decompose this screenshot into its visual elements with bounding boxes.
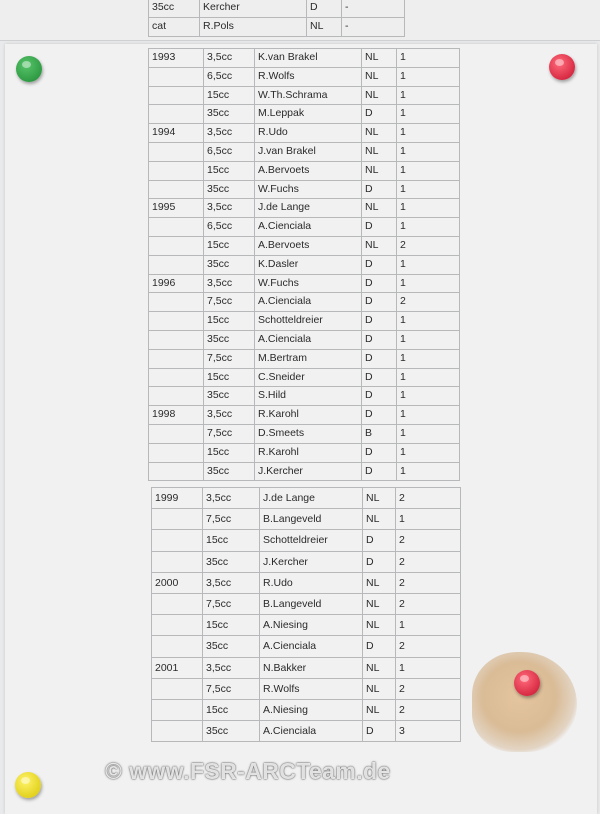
cell-year [152,700,203,721]
cell-name: J.Kercher [255,462,362,481]
table-row [152,551,461,572]
top-results-table [148,0,405,37]
cell-cls: 15cc [203,530,260,551]
table-row [152,721,461,742]
cell-year: 1996 [149,274,204,293]
cell-cls: 35cc [203,636,260,657]
table-row [152,509,461,530]
table-row [149,330,460,349]
cell-pos: 2 [396,700,461,721]
cell-nat: NL [363,615,396,636]
cell-pos: 2 [396,488,461,509]
cell-nat: D [362,293,397,312]
cell-name: J.de Lange [260,488,363,509]
cell-pos: 1 [397,387,460,406]
paper-stain [472,652,577,752]
table-row [152,488,461,509]
table-row [149,161,460,180]
table-row [149,274,460,293]
results-table-1999-2001 [151,487,461,742]
cell-cls: 3,5cc [204,406,255,425]
table-row [149,312,460,331]
cell-cls: 35cc [203,551,260,572]
cell-nat: D [362,368,397,387]
cell-pos: 1 [397,462,460,481]
table-row [149,49,460,68]
cell-cls: 6,5cc [204,67,255,86]
cell-year [149,462,204,481]
cell-cls: 7,5cc [203,509,260,530]
cell-year: 1998 [149,406,204,425]
table-row [149,293,460,312]
cell-name: J.van Brakel [255,142,362,161]
cell-pos: 1 [397,142,460,161]
table-row [149,443,460,462]
cell-pos: - [342,0,405,17]
cell-name: A.Cienciala [255,330,362,349]
cell-cls: 35cc [203,721,260,742]
green-pushpin-icon [16,56,42,82]
cell-cls: 15cc [203,615,260,636]
cell-year: 1993 [149,49,204,68]
cell-year [149,368,204,387]
cell-cls: 3,5cc [204,49,255,68]
cell-pos: 1 [397,199,460,218]
cell-year [149,330,204,349]
cell-year [149,387,204,406]
cell-pos: 1 [396,509,461,530]
cell-name: K.Dasler [255,255,362,274]
cell-nat: D [362,462,397,481]
cell-name: A.Niesing [260,615,363,636]
cell-cls: 3,5cc [203,572,260,593]
table-row [152,594,461,615]
cell-name: A.Niesing [260,700,363,721]
cell-name: R.Udo [255,124,362,143]
table-row [149,124,460,143]
cell-name: Schotteldreier [260,530,363,551]
cell-cls: 35cc [204,255,255,274]
cell-cls: 7,5cc [204,349,255,368]
cell-name: R.Udo [260,572,363,593]
cell-cls: 35cc [204,105,255,124]
cell-nat: D [362,312,397,331]
table-row [149,255,460,274]
cell-year [149,86,204,105]
cell-year [152,551,203,572]
cell-nat: D [363,530,396,551]
cell-nat: D [362,443,397,462]
cell-pos: - [342,17,405,36]
cell-name: A.Cienciala [260,636,363,657]
cell-pos: 1 [397,124,460,143]
cell-nat: D [362,387,397,406]
cell-pos: 1 [397,161,460,180]
cell-pos: 1 [397,67,460,86]
table-row [149,86,460,105]
cell-pos: 2 [397,293,460,312]
cell-year [149,255,204,274]
cell-nat: NL [362,86,397,105]
table-row [149,218,460,237]
cell-cls: 15cc [204,236,255,255]
cell-name: M.Bertram [255,349,362,368]
cell-cls: 15cc [204,443,255,462]
table-row [149,424,460,443]
cell-nat: D [362,218,397,237]
cell-cls: 3,5cc [204,274,255,293]
cell-nat: D [362,330,397,349]
table-row [152,530,461,551]
cell-pos: 1 [397,330,460,349]
cell-year [149,161,204,180]
cell-nat: NL [363,488,396,509]
cell-name: B.Langeveld [260,509,363,530]
table-row [149,180,460,199]
cell-year [152,594,203,615]
cell-name: R.Karohl [255,443,362,462]
table-row [152,572,461,593]
top-paper-sheet [0,0,600,41]
cell-cls: 7,5cc [203,678,260,699]
cell-cls: 7,5cc [203,594,260,615]
results-table-1993-1998 [148,48,460,481]
cell-nat: NL [363,594,396,615]
cell-pos: 1 [397,180,460,199]
cell-pos: 2 [396,572,461,593]
red-pushpin-icon [549,54,575,80]
yellow-pushpin-icon [15,772,41,798]
cell-name: A.Cienciala [260,721,363,742]
cell-name: R.Pols [200,17,307,36]
cell-nat: NL [362,49,397,68]
cell-nat: NL [363,700,396,721]
cell-cls: 35cc [149,0,200,17]
cell-year [152,721,203,742]
cell-name: J.de Lange [255,199,362,218]
cell-year [152,636,203,657]
cell-nat: NL [363,509,396,530]
cell-name: B.Langeveld [260,594,363,615]
cell-pos: 1 [397,424,460,443]
table-row [149,199,460,218]
cell-cls: 6,5cc [204,218,255,237]
cell-cls: 7,5cc [204,424,255,443]
cell-pos: 1 [397,255,460,274]
cell-cls: 6,5cc [204,142,255,161]
cell-year [149,218,204,237]
cell-name: A.Cienciala [255,218,362,237]
cell-pos: 1 [397,349,460,368]
cell-name: R.Wolfs [260,678,363,699]
cell-pos: 3 [396,721,461,742]
cell-nat: NL [363,678,396,699]
cell-name: Schotteldreier [255,312,362,331]
cell-cls: 15cc [204,86,255,105]
cell-year [149,312,204,331]
cell-name: W.Th.Schrama [255,86,362,105]
cell-year [149,349,204,368]
cell-nat: NL [362,67,397,86]
cell-name: A.Bervoets [255,236,362,255]
cell-nat: NL [362,142,397,161]
cell-year: 1995 [149,199,204,218]
cell-nat: D [362,274,397,293]
cell-year [149,424,204,443]
cell-pos: 1 [397,274,460,293]
cell-name: S.Hild [255,387,362,406]
cell-nat: D [362,180,397,199]
cell-nat: D [362,255,397,274]
cell-year [149,142,204,161]
cell-cls: cat [149,17,200,36]
table-row [149,67,460,86]
cell-nat: NL [307,17,342,36]
cell-nat: NL [362,236,397,255]
table-row [149,387,460,406]
cell-name: W.Fuchs [255,274,362,293]
cell-name: Kercher [200,0,307,17]
cell-cls: 35cc [204,180,255,199]
cell-nat: NL [362,161,397,180]
cell-year [149,105,204,124]
cell-pos: 2 [397,236,460,255]
table-row [152,615,461,636]
table-row [149,462,460,481]
table-row [149,105,460,124]
cell-nat: NL [363,657,396,678]
cell-name: R.Karohl [255,406,362,425]
cell-cls: 3,5cc [203,488,260,509]
cell-name: A.Bervoets [255,161,362,180]
cell-year [149,236,204,255]
cell-year [149,293,204,312]
cell-cls: 15cc [204,161,255,180]
table-row [149,17,405,36]
cell-year: 2000 [152,572,203,593]
table-row [149,142,460,161]
cell-year [152,678,203,699]
table-row [152,678,461,699]
cell-year [149,443,204,462]
cell-cls: 15cc [204,368,255,387]
cell-pos: 2 [396,594,461,615]
cell-name: K.van Brakel [255,49,362,68]
cell-name: R.Wolfs [255,67,362,86]
cell-nat: D [363,551,396,572]
cell-pos: 1 [397,443,460,462]
cell-name: W.Fuchs [255,180,362,199]
cell-name: N.Bakker [260,657,363,678]
cell-name: D.Smeets [255,424,362,443]
cell-year [149,180,204,199]
cell-name: J.Kercher [260,551,363,572]
cell-nat: D [362,105,397,124]
table-row [152,657,461,678]
table-row [152,636,461,657]
cell-year: 2001 [152,657,203,678]
cell-pos: 2 [396,551,461,572]
red-pushpin-icon [514,670,540,696]
table-row [149,406,460,425]
cell-nat: NL [363,572,396,593]
cell-pos: 1 [397,368,460,387]
table-row [149,368,460,387]
cell-name: A.Cienciala [255,293,362,312]
cell-cls: 3,5cc [204,199,255,218]
cell-pos: 1 [397,49,460,68]
cell-year: 1999 [152,488,203,509]
cell-pos: 1 [397,406,460,425]
cell-pos: 2 [396,678,461,699]
cell-nat: D [307,0,342,17]
cell-nat: D [362,349,397,368]
cell-cls: 15cc [203,700,260,721]
cell-cls: 35cc [204,462,255,481]
cell-name: M.Leppak [255,105,362,124]
cell-pos: 1 [397,218,460,237]
table-row [149,0,405,17]
cell-year: 1994 [149,124,204,143]
table-row [152,700,461,721]
cell-year [149,67,204,86]
cell-cls: 15cc [204,312,255,331]
cell-pos: 2 [396,636,461,657]
cell-pos: 1 [397,312,460,331]
table-row [149,236,460,255]
table-row [149,349,460,368]
cell-pos: 2 [396,530,461,551]
cell-cls: 3,5cc [204,124,255,143]
cell-pos: 1 [396,615,461,636]
cell-year [152,530,203,551]
cell-nat: D [363,636,396,657]
cell-cls: 35cc [204,387,255,406]
cell-cls: 3,5cc [203,657,260,678]
cell-nat: NL [362,124,397,143]
cell-nat: D [363,721,396,742]
cell-pos: 1 [396,657,461,678]
cell-nat: NL [362,199,397,218]
cell-nat: D [362,406,397,425]
cell-cls: 7,5cc [204,293,255,312]
cell-name: C.Sneider [255,368,362,387]
cell-nat: B [362,424,397,443]
cell-year [152,509,203,530]
cell-cls: 35cc [204,330,255,349]
watermark-text: © www.FSR-ARCTeam.de [105,758,391,784]
cell-pos: 1 [397,86,460,105]
cell-pos: 1 [397,105,460,124]
cell-year [152,615,203,636]
